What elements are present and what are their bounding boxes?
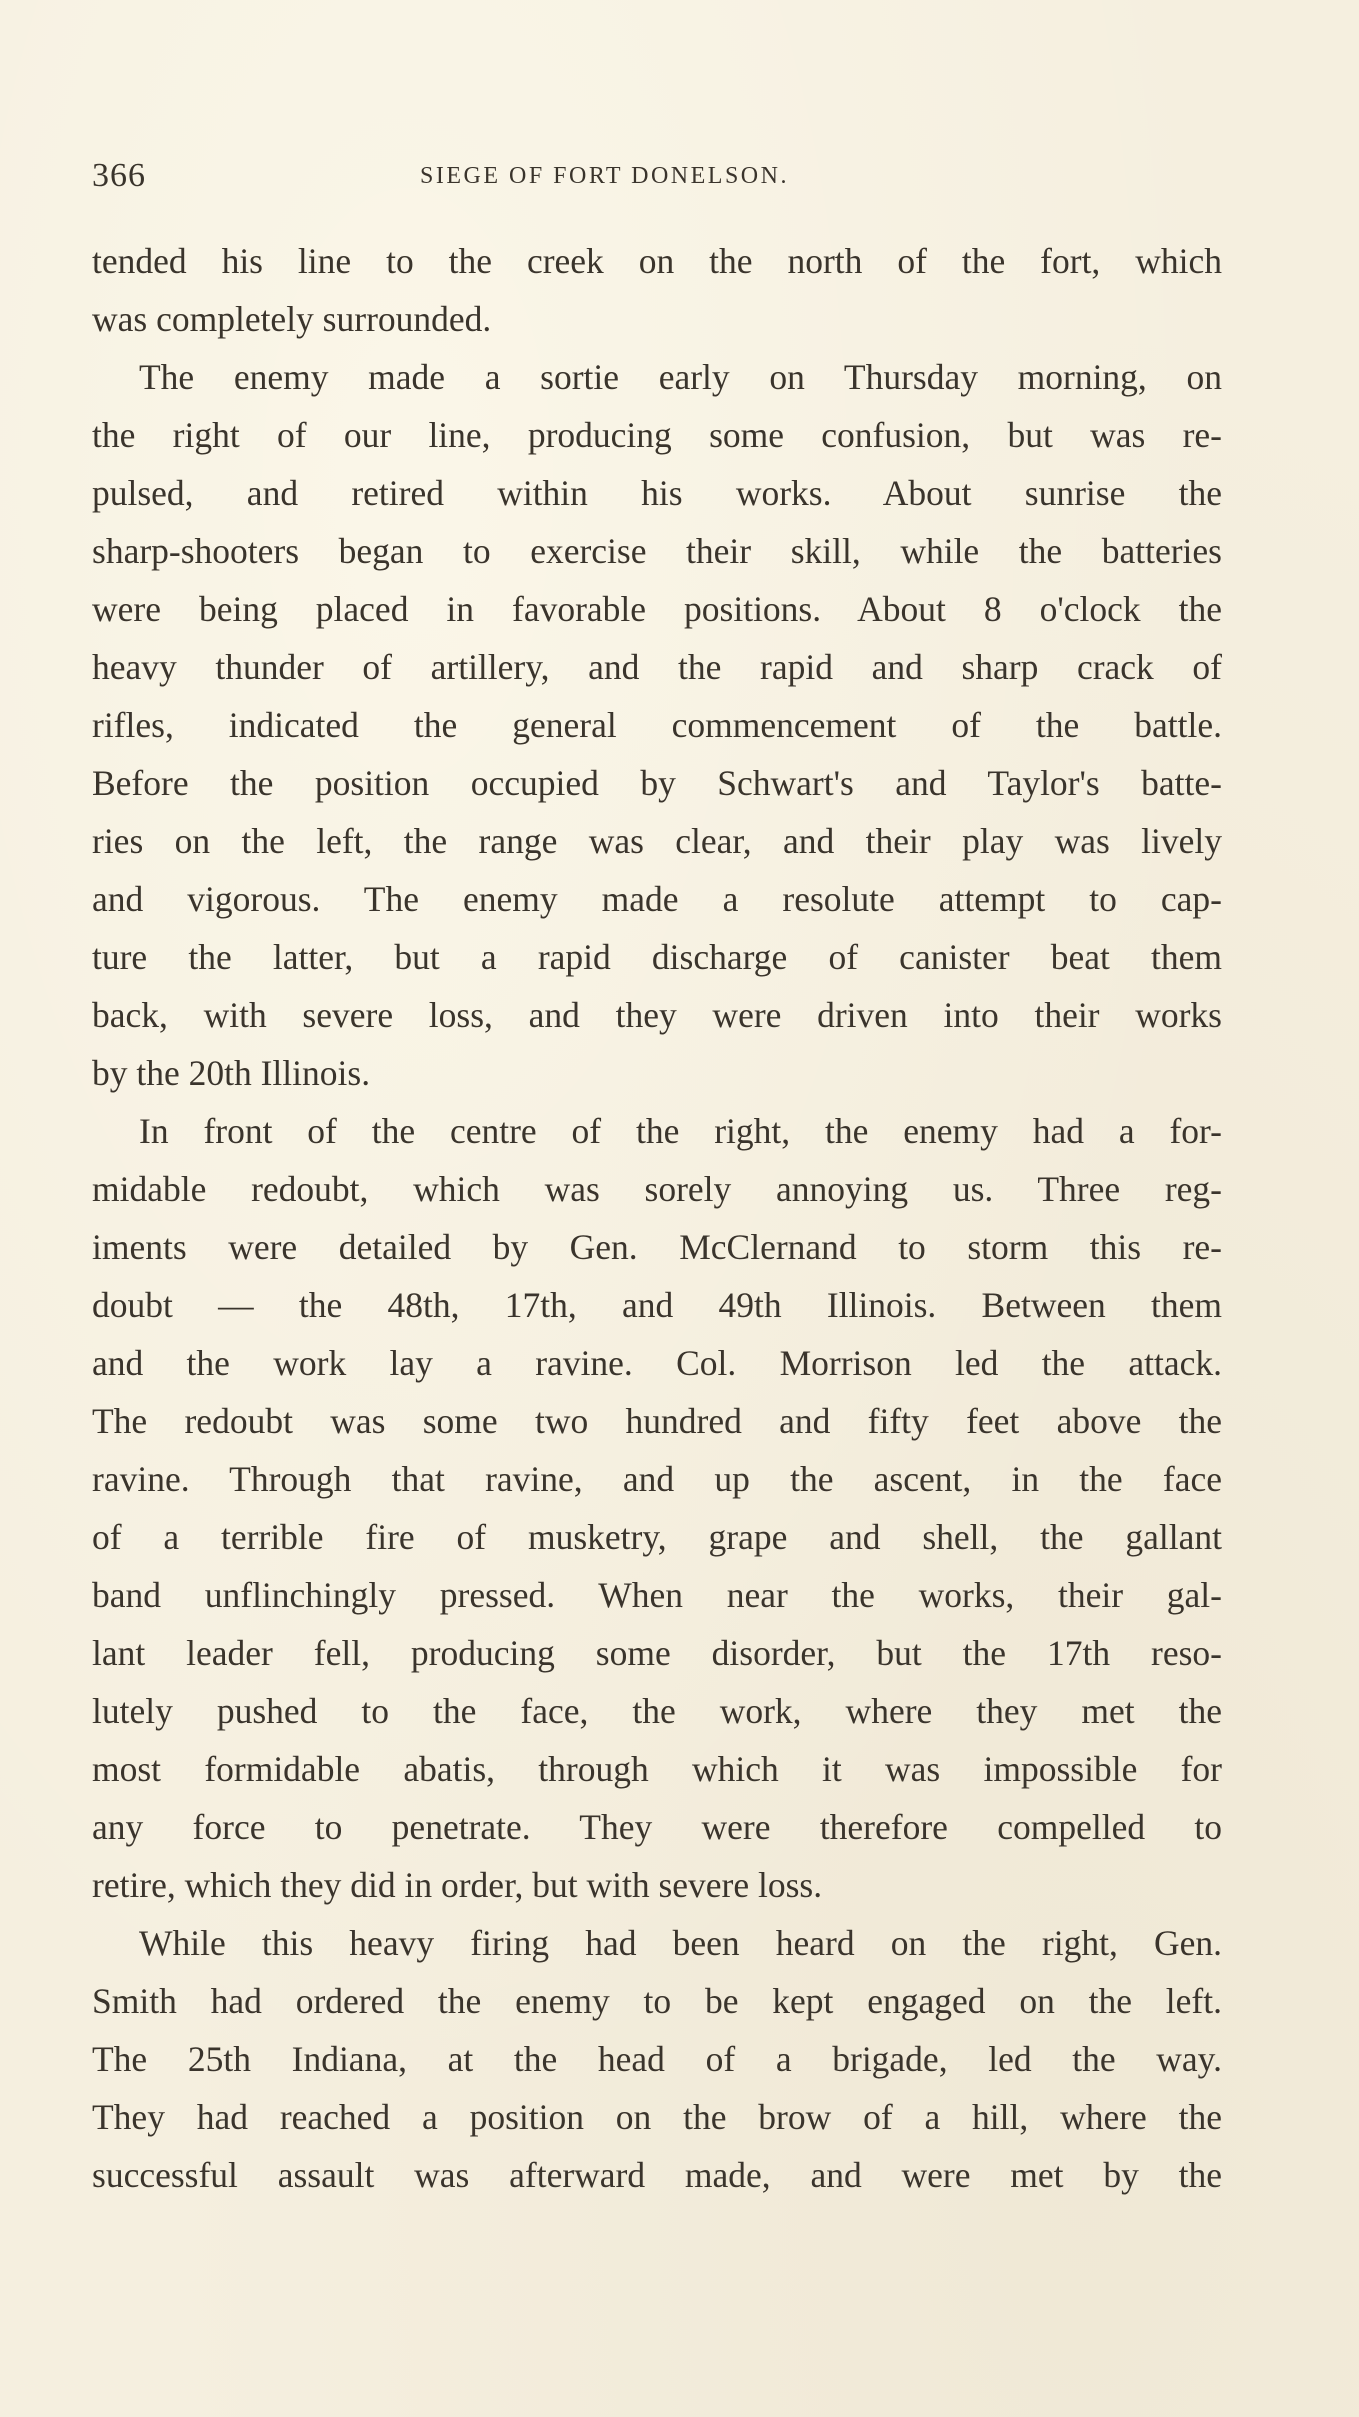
text-line: ravine. Through that ravine, and up the ascent, in the face — [92, 1459, 1222, 1499]
text-line: rifles, indicated the general commencement of the battle. — [92, 705, 1222, 745]
text-line: They had reached a position on the brow of a hill, where the — [92, 2097, 1222, 2137]
text-line: doubt — the 48th, 17th, and 49th Illinois. Between them — [92, 1285, 1222, 1325]
text-line: sharp-shooters began to exercise their skill, while the batteries — [92, 531, 1222, 571]
text-line: While this heavy firing had been heard on the right, Gen. — [139, 1923, 1222, 1963]
text-line: The redoubt was some two hundred and fifty feet above the — [92, 1401, 1222, 1441]
page-header — [92, 152, 1222, 200]
text-line: midable redoubt, which was sorely annoying us. Three reg- — [92, 1169, 1222, 1209]
text-line: The 25th Indiana, at the head of a brigade, led the way. — [92, 2039, 1222, 2079]
text-line: retire, which they did in order, but with severe loss. — [92, 1865, 823, 1905]
text-line: any force to penetrate. They were therefore compelled to — [92, 1807, 1222, 1847]
text-line: was completely surrounded. — [92, 299, 492, 339]
text-line: back, with severe loss, and they were driven into their works — [92, 995, 1222, 1035]
text-line: heavy thunder of artillery, and the rapid and sharp crack of — [92, 647, 1222, 687]
running-head: SIEGE OF FORT DONELSON. — [420, 163, 789, 189]
text-line: of a terrible fire of musketry, grape and shell, the gallant — [92, 1517, 1222, 1557]
text-line: tended his line to the creek on the north of the fort, which — [92, 241, 1222, 281]
text-line: and vigorous. The enemy made a resolute attempt to cap- — [92, 879, 1222, 919]
text-line: Before the position occupied by Schwart's and Taylor's batte- — [92, 763, 1222, 803]
text-line: iments were detailed by Gen. McClernand to storm this re- — [92, 1227, 1222, 1267]
page-number: 366 — [92, 157, 146, 194]
text-line: pulsed, and retired within his works. About sunrise the — [92, 473, 1222, 513]
text-line: most formidable abatis, through which it was impossible for — [92, 1749, 1222, 1789]
text-line: ries on the left, the range was clear, and their play was lively — [92, 821, 1222, 861]
text-line: Smith had ordered the enemy to be kept engaged on the left. — [92, 1981, 1222, 2021]
text-line: lant leader fell, producing some disorder, but the 17th reso- — [92, 1633, 1222, 1673]
text-line: ture the latter, but a rapid discharge of canister beat them — [92, 937, 1222, 977]
text-line: and the work lay a ravine. Col. Morrison led the attack. — [92, 1343, 1222, 1383]
text-line: were being placed in favorable positions. About 8 o'clock the — [92, 589, 1222, 629]
body-text — [92, 232, 1222, 2204]
text-line: the right of our line, producing some confusion, but was re- — [92, 415, 1222, 455]
text-line: In front of the centre of the right, the enemy had a for- — [139, 1111, 1222, 1151]
text-line: band unflinchingly pressed. When near the works, their gal- — [92, 1575, 1222, 1615]
text-line: lutely pushed to the face, the work, where they met the — [92, 1691, 1222, 1731]
text-line: successful assault was afterward made, and were met by the — [92, 2155, 1222, 2195]
text-line: The enemy made a sortie early on Thursday morning, on — [139, 357, 1222, 397]
text-line: by the 20th Illinois. — [92, 1053, 371, 1093]
